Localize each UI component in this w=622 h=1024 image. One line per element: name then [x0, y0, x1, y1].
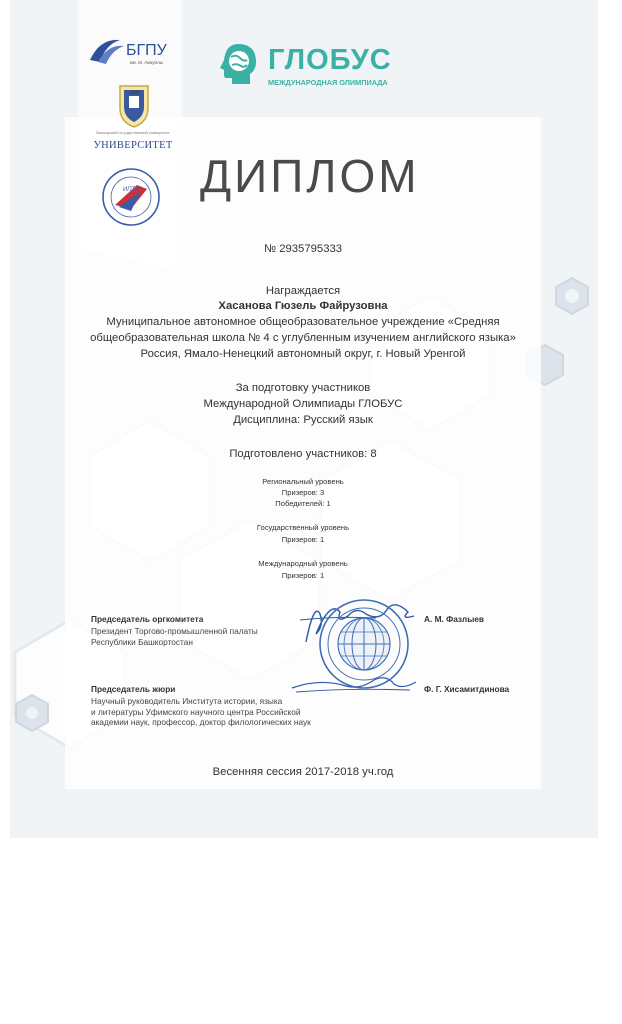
reason-line-1: За подготовку участников [235, 382, 371, 394]
globus-stamp-icon [318, 598, 410, 690]
iptu-name: ИПТУ [122, 187, 140, 193]
session-line: Весенняя сессия 2017-2018 уч.год [212, 766, 394, 778]
university-crest-icon [118, 82, 150, 128]
bgpu-subtitle: им. М. Акмуллы [130, 60, 164, 65]
awarded-label: Награждается [265, 285, 341, 297]
participants-count: Подготовлено участников: 8 [229, 448, 377, 460]
signature-1-desc-2: Республики Башкортостан [91, 636, 193, 647]
signature-2-desc-1: Научный руководитель Института истории, языка [91, 696, 283, 706]
institution-line-2: общеобразовательная школа № 4 с углубленным изучением английского языка» [90, 332, 516, 344]
level-state-prizes: Призеров: 1 [281, 535, 325, 544]
globus-logo [216, 40, 406, 90]
signature-1-desc-1: Президент Торгово-промышленной палаты [91, 626, 258, 636]
signature-block-jury [91, 684, 311, 728]
signature-2-desc-2: и литературы Уфимского научного центра Российской [91, 706, 301, 717]
bgpu-emblem-icon [86, 30, 182, 72]
head-globe-icon [216, 42, 260, 86]
level-regional-winners: Победителей: 1 [275, 499, 331, 508]
level-regional-prizes: Призеров: 3 [281, 488, 325, 497]
diploma-number: № 2935795333 [263, 243, 343, 255]
university-name: УНИВЕРСИТЕТ [93, 140, 173, 151]
institution-line-1: Муниципальное автономное общеобразовательное учреждение «Средняя [106, 316, 500, 328]
level-regional-title: Региональный уровень [262, 477, 344, 486]
globus-title: ГЛОБУС [268, 44, 392, 76]
reason-line-2: Международной Олимпиады ГЛОБУС [203, 398, 403, 410]
signature-2-title: Председатель жюри [91, 684, 176, 694]
university-logo [88, 82, 178, 160]
level-international-title: Международный уровень [258, 559, 348, 568]
level-state-title: Государственный уровень [256, 523, 350, 532]
signature-1-name: А. М. Фазлыев [424, 614, 485, 624]
signature-block-organizing [91, 614, 258, 647]
signature-2-desc-3: академии наук, профессор, доктор филологических наук [91, 717, 311, 727]
bgpu-name: БГПУ [126, 42, 167, 59]
level-international-prizes: Призеров: 1 [281, 571, 325, 580]
bgpu-logo [86, 30, 182, 72]
recipient-name: Хасанова Гюзель Файрузовна [218, 300, 388, 312]
signature-1-title: Председатель оргкомитета [91, 614, 204, 624]
university-year: 1909 [128, 90, 140, 96]
institution-line-3: Россия, Ямало-Ненецкий автономный округ, г. Новый Уренгой [140, 348, 466, 360]
iptu-emblem-icon [101, 167, 161, 227]
iptu-logo [101, 167, 161, 227]
globus-subtitle: МЕЖДУНАРОДНАЯ ОЛИМПИАДА [268, 78, 388, 87]
university-small-text: Башкирский государственный университет [96, 130, 170, 135]
diploma-title: ДИПЛОМ [200, 150, 420, 202]
discipline-line: Дисциплина: Русский язык [233, 414, 373, 426]
signature-2-name: Ф. Г. Хисамитдинова [424, 684, 510, 694]
